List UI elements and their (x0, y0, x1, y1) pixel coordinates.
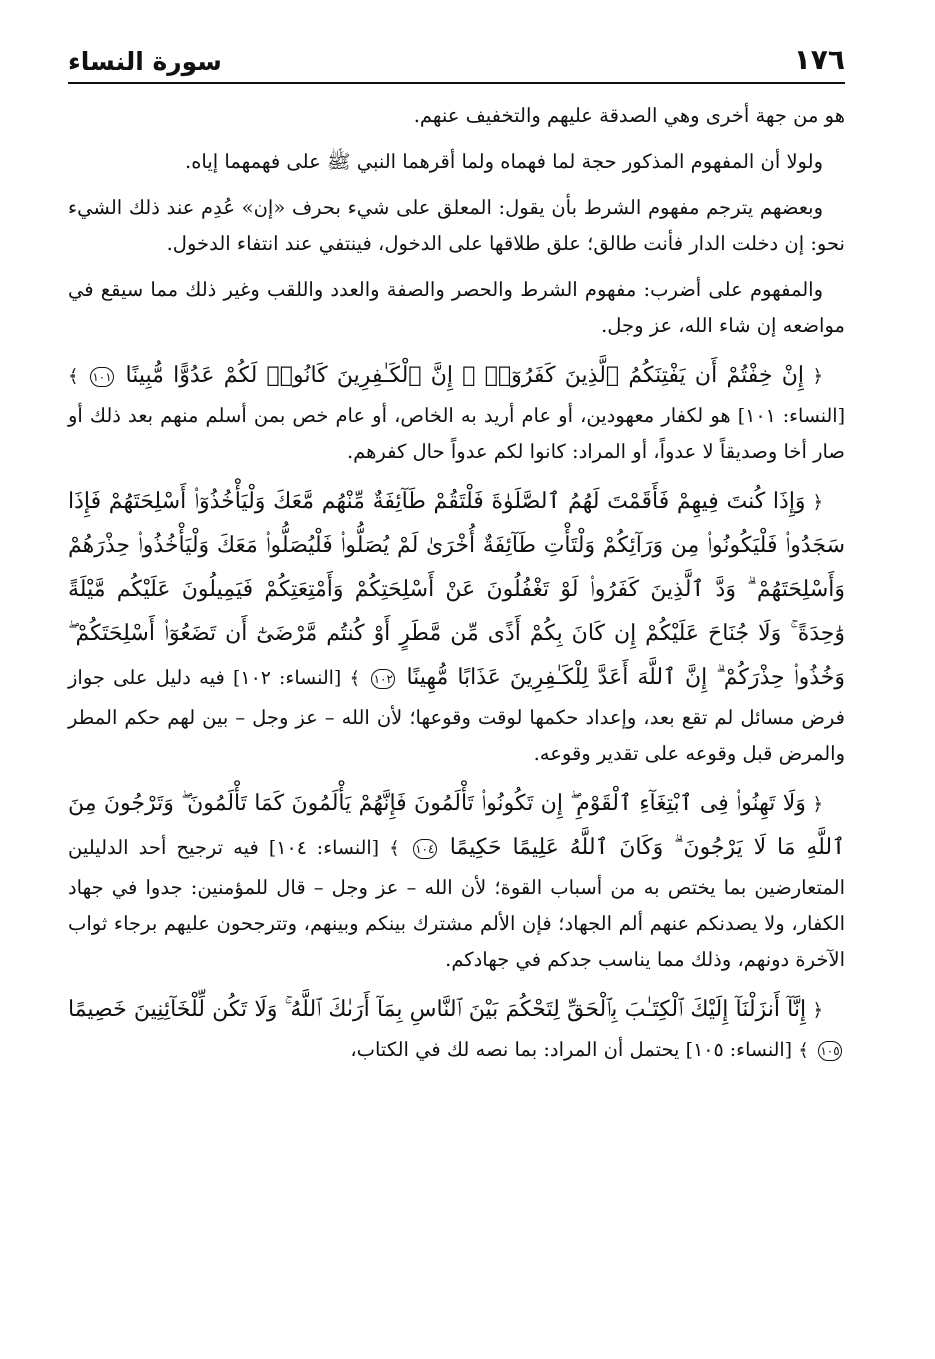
verse-close-bracket: ﴾ (68, 366, 79, 387)
paragraph-4: والمفهوم على أضرب: مفهوم الشرط والحصر والصفة والعدد واللقب وغير ذلك مما سيقع في مواضعه إن شاء الله، عز وجل. (68, 278, 845, 337)
paragraph-3: وبعضهم يترجم مفهوم الشرط بأن يقول: المعلق على شيء بحرف «إن» عُدِم عند ذلك الشيء نحو: إن دخلت الدار فأنت طالق؛ علق طلاقها على الدخول، فينتفي عند انتفاء الدخول. (68, 196, 845, 255)
verse-reference-102: [النساء: ١٠٢] (232, 667, 342, 689)
verse-commentary-102: فيه دليل على جواز فرض مسائل لم تقع بعد، وإعداد حكمها لوقت وقوعها؛ لأن الله – عز وجل – بين لهم حكم المطر والمرض قبل وقوعه على تقدير وقوعه. (68, 666, 845, 765)
verse-block-102 (68, 480, 845, 772)
ayah-number-102: ١٠٢ (371, 669, 395, 689)
verse-block-101 (68, 354, 845, 470)
verse-text-104: وَلَا تَهِنُوا۟ فِى ٱبْتِغَآءِ ٱلْقَوْمِ ۖ إِن تَكُونُوا۟ تَأْلَمُونَ فَإِنَّهُمْ يَأْلَمُونَ كَمَا تَأْلَمُونَ ۖ وَتَرْجُونَ مِنَ ٱللَّهِ مَا لَا يَرْجُونَ ۗ وَكَانَ ٱللَّهُ عَلِيمًا حَكِيمًا (68, 791, 846, 860)
paragraph-1: هو من جهة أخرى وهي الصدقة عليهم والتخفيف عنهم. (413, 104, 845, 127)
surah-title: سورة النساء (68, 47, 222, 76)
page-number: ١٧٦ (793, 43, 845, 76)
verse-open-bracket: ﴿ (812, 794, 823, 815)
verse-commentary-105: يحتمل أن المراد: بما نصه لك في الكتاب، (350, 1038, 680, 1061)
verse-text-101: إِنْ خِفْتُمْ أَن يَفْتِنَكُمُ ٱلَّذِينَ كَفَرُوٓا۟ ۚ إِنَّ ٱلْكَـٰفِرِينَ كَانُوا۟ لَكُمْ عَدُوًّا مُّبِينًا (125, 363, 804, 388)
verse-close-bracket: ﴾ (798, 1040, 809, 1061)
verse-reference-104: [النساء: ١٠٤] (268, 837, 380, 859)
ayah-number-105: ١٠٥ (818, 1041, 842, 1061)
verse-close-bracket: ﴾ (349, 668, 361, 689)
ayah-number-101: ١٠١ (90, 367, 114, 387)
verse-open-bracket: ﴿ (812, 492, 823, 513)
paragraph-2: ولولا أن المفهوم المذكور حجة لما فهماه ولما أقرهما النبي ﷺ على فهمهما إياه. (185, 150, 823, 173)
verse-reference-105: [النساء: ١٠٥] (685, 1039, 793, 1061)
verse-commentary-101: هو لكفار معهودين، أو عام أريد به الخاص، أو عام خص بمن أسلم منهم بعد ذلك أو صار أخا وصديقاً لا عدواً، أو المراد: كانوا لكم عدواً حال كفرهم. (68, 404, 845, 463)
verse-reference-101: [النساء: ١٠١] (737, 405, 845, 427)
verse-text-102: وَإِذَا كُنتَ فِيهِمْ فَأَقَمْتَ لَهُمُ ٱلصَّلَوٰةَ فَلْتَقُمْ طَآئِفَةٌ مِّنْهُم مَّعَكَ وَلْيَأْخُذُوٓا۟ أَسْلِحَتَهُمْ فَإِذَا سَجَدُوا۟ فَلْيَكُونُوا۟ مِن وَرَآئِكُمْ وَلْتَأْتِ طَآئِفَةٌ أُخْرَىٰ لَمْ يُصَلُّوا۟ فَلْيُصَلُّوا۟ مَعَكَ وَلْيَأْخُذُوا۟ حِذْرَهُمْ وَأَسْلِحَتَهُمْ ۗ وَدَّ ٱلَّذِينَ كَفَرُوا۟ لَوْ تَغْفُلُونَ عَنْ أَسْلِحَتِكُمْ وَأَمْتِعَتِكُمْ فَيَمِيلُونَ عَلَيْكُم مَّيْلَةً وَٰحِدَةً ۚ وَلَا جُنَاحَ عَلَيْكُمْ إِن كَانَ بِكُمْ أَذًى مِّن مَّطَرٍ أَوْ كُنتُم مَّرْضَىٰٓ أَن تَضَعُوٓا۟ أَسْلِحَتَكُمْ ۖ وَخُذُوا۟ حِذْرَكُمْ ۗ إِنَّ ٱللَّهَ أَعَدَّ لِلْكَـٰفِرِينَ عَذَابًا مُّهِينًا (68, 489, 846, 690)
verse-commentary-104: فيه ترجيح أحد الدليلين المتعارضين بما يختص به من أسباب القوة؛ لأن الله – عز وجل – قال للمؤمنين: جدوا في جهاد الكفار، ولا يصدنكم عنهم ألم الجهاد؛ فإن الألم مشترك بينكم وبينهم، وتترجحون عليهم برجاء ثواب الآخرة دونهم، وذلك مما يناسب جدكم في جهادكم. (68, 836, 845, 971)
page-body (68, 98, 845, 1069)
verse-close-bracket: ﴾ (389, 838, 400, 859)
document-page (68, 28, 845, 1318)
ayah-number-104: ١٠٤ (413, 839, 437, 859)
verse-open-bracket: ﴿ (812, 366, 824, 387)
verse-block-104 (68, 782, 845, 978)
verse-block-105 (68, 988, 845, 1069)
verse-text-105: إِنَّآ أَنزَلْنَآ إِلَيْكَ ٱلْكِتَـٰبَ بِٱلْحَقِّ لِتَحْكُمَ بَيْنَ ٱلنَّاسِ بِمَآ أَرَىٰكَ ٱللَّهُ ۚ وَلَا تَكُن لِّلْخَآئِنِينَ خَصِيمًا (68, 997, 807, 1022)
verse-open-bracket: ﴿ (812, 1000, 823, 1021)
page-header (68, 28, 845, 84)
